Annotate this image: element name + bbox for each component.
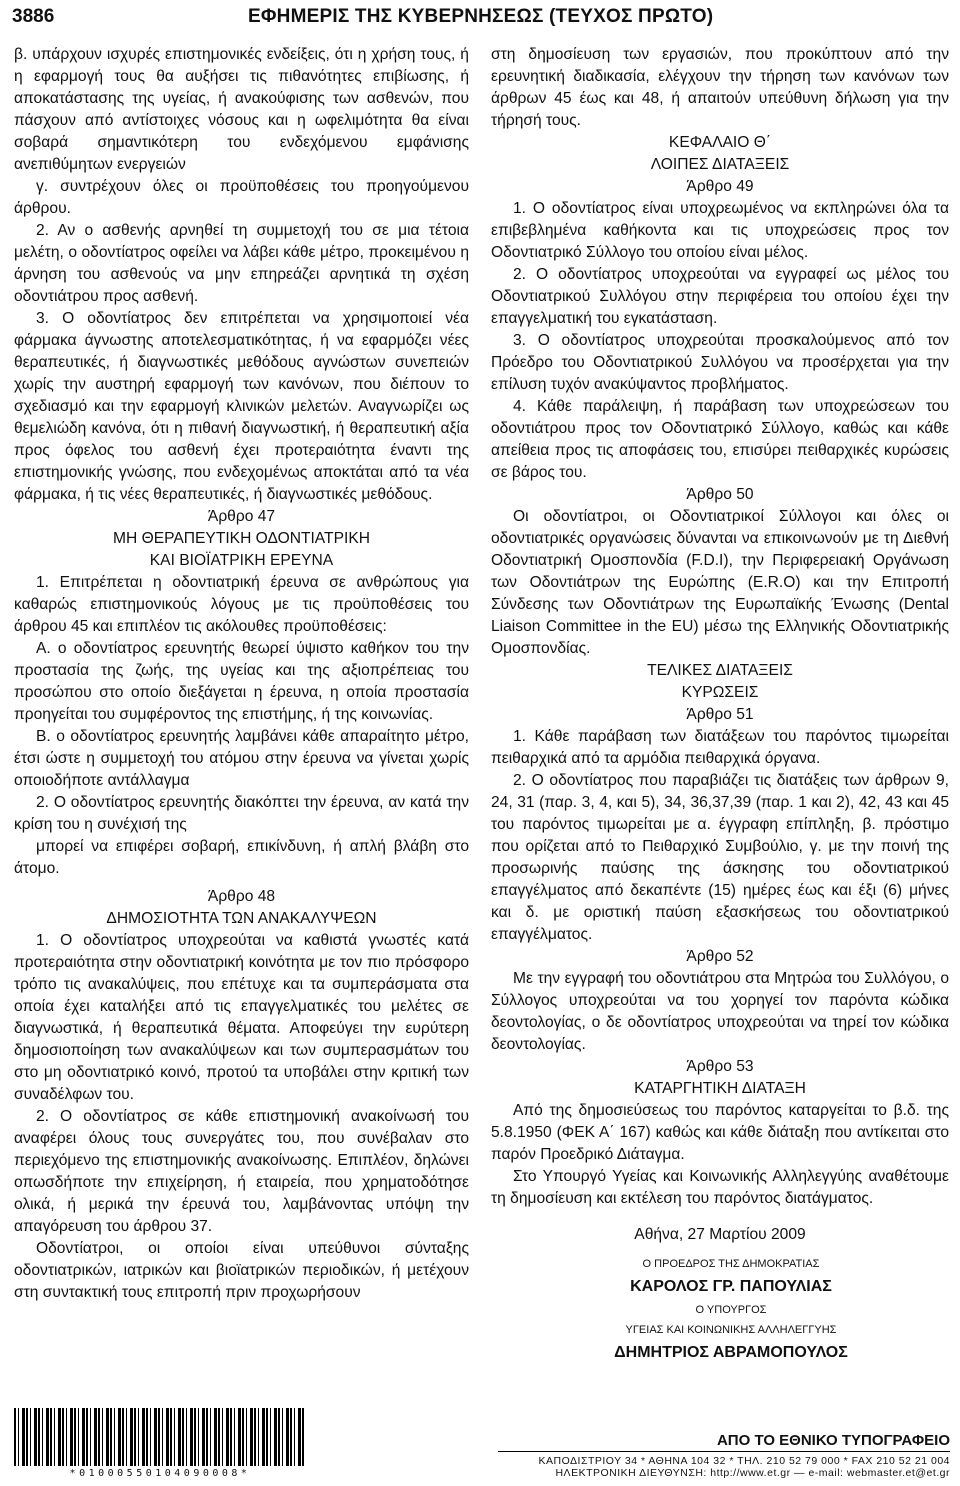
- paragraph: 2. Ο οδοντίατρος υποχρεούται να εγγραφεί ως μέλος του Οδοντιατρικού Συλλόγου στην περιφέρεια του οποίου έχει την επαγγελματική του εγκατάσταση.: [491, 266, 949, 327]
- printer-name: ΑΠΟ ΤΟ ΕΘΝΙΚΟ ΤΥΠΟΓΡΑΦΕΙΟ: [498, 1432, 950, 1452]
- paragraph: 3. Ο οδοντίατρος υποχρεούται προσκαλούμενος από τον Πρόεδρο του Οδοντιατρικού Συλλόγου να προσέρχεται για την επίλυση τυχόν ανακύψαντος προβλήματος.: [491, 332, 949, 393]
- barcode-digits: *01000550104090008*: [69, 1468, 251, 1479]
- article-number: Άρθρο 48: [207, 888, 276, 905]
- paragraph: β. υπάρχουν ισχυρές επιστημονικές ενδείξεις, ότι η χρήση τους, ή η εφαρμογή τους θα αυξήσει τις πιθανότητες επιβίωσης, ή αποκατάστασης της υγείας, ή ανακούφισης των ασθενών, που πάσχουν από αντίστοιχες νόσους και η ωφελιμότητα θα είναι σοβαρά σημαντικότερη του ενδεχόμενου εμφάνισης ανεπιθύμητων ενεργειών: [14, 46, 469, 173]
- paragraph: 1. Ο οδοντίατρος είναι υποχρεωμένος να εκπληρώνει όλα τα επιβεβλημένα καθήκοντα και τις υποχρεώσεις προς τον Οδοντιατρικό Σύλλογο του οποίου είναι μέλος.: [491, 200, 949, 261]
- paragraph: Οι οδοντίατροι, οι Οδοντιατρικοί Σύλλογοι και όλες οι οδοντιατρικές οργανώσεις δύνανται να επικοινωνούν με τη Διεθνή Οδοντιατρική Ομοσπονδία (F.D.I), την Περιφερειακή Οργάνωση των Οδοντιάτρων της Ευρώπης (E.R.O) και την Επιτροπή Σύνδεσης των Οδοντιάτρων της Ευρωπαϊκής Ένωσης (Dental Liaison Committee in the EU) μέσω της Ελληνικής Οδοντιατρικής Ομοσπονδίας.: [491, 508, 949, 657]
- paragraph: Στο Υπουργό Υγείας και Κοινωνικής Αλληλεγγύης αναθέτουμε τη δημοσίευση και εκτέλεση του παρόντος διατάγματος.: [491, 1168, 949, 1207]
- chapter-title: ΚΕΦΑΛΑΙΟ Θ΄: [668, 134, 772, 151]
- paragraph: στη δημοσίευση των εργασιών, που προκύπτουν από την ερευνητική διαδικασία, ελέγχουν την τήρηση των κανόνων των άρθρων 45 έως και 48, ή απαιτούν υπεύθυνη δήλωση για την τήρησή τους.: [491, 46, 949, 129]
- chapter-title: ΛΟΙΠΕΣ ΔΙΑΤΑΞΕΙΣ: [650, 156, 790, 173]
- printer-web: ΗΛΕΚΤΡΟΝΙΚΗ ΔΙΕΥΘΥΝΣΗ: http://www.et.gr — e-mail: webmaster.et@et.gr: [555, 1467, 950, 1479]
- paragraph: 2. Ο οδοντίατρος που παραβιάζει τις διατάξεις των άρθρων 9, 24, 31 (παρ. 3, 4, και 5), 34, 36,37,39 (παρ. 1 και 2), 42, 43 και 45 του παρόντος τιμωρείται με α. έγγραφη επίπληξη, β. πρόστιμο που ορίζεται από το Πειθαρχικό Συμβούλιο, γ. με την ποινή της προσωρινής παύσης της άσκησης του οδοντιατρικού επαγγέλματος από δεκαπέντε (15) ημέρες έως και έξι (6) μήνες και δ. με οριστική παύση εξασκήσεως του οδοντιατρικού επαγγέλματος.: [491, 772, 949, 943]
- article-number: Άρθρο 53: [686, 1058, 754, 1075]
- signatory-role: Ο ΠΡΟΕΔΡΟΣ ΤΗΣ ΔΗΜΟΚΡΑΤΙΑΣ: [642, 1258, 820, 1270]
- article-number: Άρθρο 47: [207, 508, 276, 525]
- article-title: ΜΗ ΘΕΡΑΠΕΥΤΙΚΗ ΟΔΟΝΤΙΑΤΡΙΚΗ: [113, 530, 370, 547]
- printer-address: ΚΑΠΟΔΙΣΤΡΙΟΥ 34 * ΑΘΗΝΑ 104 32 * ΤΗΛ. 210 52 79 000 * FAX 210 52 21 004: [538, 1455, 950, 1467]
- article-number: Άρθρο 50: [686, 486, 754, 503]
- paragraph: Α. ο οδοντίατρος ερευνητής θεωρεί ύψιστο καθήκον του την προστασία της ζωής, της υγείας και της αξιοπρέπειας του προσώπου στο οποίο διεξάγεται η έρευνα, η οποία προστασία προηγείται του συμφέροντος της επιστήμης, ή της κοινωνίας.: [14, 640, 469, 723]
- article-number: Άρθρο 52: [686, 948, 754, 965]
- signatory-role: Ο ΥΠΟΥΡΓΟΣ: [695, 1304, 767, 1316]
- left-column: [14, 44, 469, 1304]
- signatory-ministry: ΥΓΕΙΑΣ ΚΑΙ ΚΟΙΝΩΝΙΚΗΣ ΑΛΛΗΛΕΓΓΥΗΣ: [625, 1324, 837, 1336]
- right-column: [491, 44, 949, 1366]
- paragraph: 2. Ο οδοντίατρος σε κάθε επιστημονική ανακοίνωσή του αναφέρει όλους τους συνεργάτες του, που συνέβαλαν στο περιεχόμενο της επιστημονικής ανακοίνωσης. Επιπλέον, δηλώνει οπωσδήποτε την επιχείρηση, ή εταιρεία, που χρηματοδότησε ολικά, ή μερικά την έρευνά του, λαμβάνοντας υπόψη την απαγόρευση του άρθρου 37.: [14, 1108, 469, 1235]
- paragraph: 1. Ο οδοντίατρος υποχρεούται να καθιστά γνωστές κατά προτεραιότητα στην οδοντιατρική κοινότητα με τον πιο πρόσφορο τρόπο τις ανακαλύψεις, που επέτυχε και τα συμπεράσματα στα οποία έχει καταλήξει από τις επαγγελματικές του μελέτες σε διαγνωστικά, ή θεραπευτικά θέματα. Αποφεύγει την ευρύτερη δημοσιοποίηση των ανακαλύψεων και των συμπερασμάτων του στο μη οδοντιατρικό κοινό, προτού τα υποβάλει στην κριτική των συναδέλφων του.: [14, 932, 469, 1103]
- article-number: Άρθρο 49: [686, 178, 754, 195]
- gazette-title: ΕΦΗΜΕΡΙΣ ΤΗΣ ΚΥΒΕΡΝΗΣΕΩΣ (ΤΕΥΧΟΣ ΠΡΩΤΟ): [248, 6, 714, 27]
- paragraph: Με την εγγραφή του οδοντιάτρου στα Μητρώα του Συλλόγου, ο Σύλλογος υποχρεούται να του χορηγεί τον παρόντα κώδικα δεοντολογίας, ο δε οδοντίατρος υποχρεούται να τηρεί τον κώδικα δεοντολογίας.: [491, 970, 949, 1053]
- paragraph: μπορεί να επιφέρει σοβαρή, επικίνδυνη, ή απλή βλάβη στο άτομο.: [14, 838, 469, 877]
- signatory-name: ΚΑΡΟΛΟΣ ΓΡ. ΠΑΠΟΥΛΙΑΣ: [630, 1278, 832, 1295]
- page-header: [8, 4, 952, 34]
- paragraph: 2. Ο οδοντίατρος ερευνητής διακόπτει την έρευνα, αν κατά την κρίση του η συνέχισή της: [14, 794, 469, 833]
- printer-imprint: [498, 1432, 950, 1479]
- paragraph: Β. ο οδοντίατρος ερευνητής λαμβάνει κάθε απαραίτητο μέτρο, έτσι ώστε η συμμετοχή του ατόμου στην έρευνα να γίνεται χωρίς οποιοδήποτε αντάλλαγμα: [14, 728, 469, 789]
- barcode-bars: [14, 1408, 306, 1466]
- article-number: Άρθρο 51: [686, 706, 754, 723]
- paragraph: 4. Κάθε παράλειψη, ή παράβαση των υποχρεώσεων του οδοντιάτρου προς τον Οδοντιατρικό Σύλλογο, καθώς και κάθε απείθεια προς τις αποφάσεις του, επισύρει πειθαρχικές κυρώσεις σε βάρος του.: [491, 398, 949, 481]
- paragraph: Οδοντίατροι, οι οποίοι είναι υπεύθυνοι σύνταξης οδοντιατρικών, ιατρικών και βιοϊατρικών περιοδικών, ή μετέχουν στη συντακτική τους επιτροπή πριν προχωρήσουν: [14, 1240, 469, 1301]
- paragraph: 1. Κάθε παράβαση των διατάξεων του παρόντος τιμωρείται πειθαρχικά από τα αρμόδια πειθαρχικά όργανα.: [491, 728, 949, 767]
- signing-date: Αθήνα, 27 Μαρτίου 2009: [634, 1226, 806, 1243]
- paragraph: Από της δημοσιεύσεως του παρόντος καταργείται το β.δ. της 5.8.1950 (ΦΕΚ Α΄ 167) καθώς και κάθε διάταξη που αντίκειται στο παρόν Προεδρικό Διάταγμα.: [491, 1102, 949, 1163]
- article-title: ΔΗΜΟΣΙΟΤΗΤΑ ΤΩΝ ΑΝΑΚΑΛΥΨΕΩΝ: [106, 910, 377, 927]
- page-number: 3886: [12, 6, 55, 27]
- section-title: ΤΕΛΙΚΕΣ ΔΙΑΤΑΞΕΙΣ: [647, 662, 793, 679]
- paragraph: 3. Ο οδοντίατρος δεν επιτρέπεται να χρησιμοποιεί νέα φάρμακα άγνωστης αποτελεσματικότητας, ή να εφαρμόζει νέες θεραπευτικές, ή διαγνωστικές μεθόδους αγνώστων συνεπειών χωρίς την αυστηρή εφαρμογή των κανόνων, που διέπουν το σχεδιασμό και την εφαρμογή κλινικών μελετών. Αναγνωρίζει ως θεμελιώδη κανόνα, ότι η πιθανή διαγνωστική, ή θεραπευτική αξία προς όφελος του ασθενή έχει προτεραιότητα έναντι της επιστημονικής γνώσης, που ενδεχομένως αποκτάται από τα νέα φάρμακα, ή τις νέες θεραπευτικές, ή διαγνωστικές μεθόδους.: [14, 310, 469, 503]
- section-title: ΚΥΡΩΣΕΙΣ: [681, 684, 759, 701]
- paragraph: γ. συντρέχουν όλες οι προϋποθέσεις του προηγούμενου άρθρου.: [14, 178, 469, 217]
- paragraph: 2. Αν ο ασθενής αρνηθεί τη συμμετοχή του σε μια τέτοια μελέτη, ο οδοντίατρος οφείλει να λάβει κάθε μέτρο, προκειμένου η άρνηση του ασθενούς να μην επηρεάζει αρνητικά τη σχέση οδοντιάτρου προς ασθενή.: [14, 222, 469, 305]
- paragraph: 1. Επιτρέπεται η οδοντιατρική έρευνα σε ανθρώπους για καθαρώς επιστημονικούς λόγους με τις προϋποθέσεις του άρθρου 45 και επιπλέον τις ακόλουθες προϋποθέσεις:: [14, 574, 469, 635]
- article-title: ΚΑΤΑΡΓΗΤΙΚΗ ΔΙΑΤΑΞΗ: [634, 1080, 806, 1097]
- article-title: ΚΑΙ ΒΙΟΪΑΤΡΙΚΗ ΕΡΕΥΝΑ: [149, 552, 334, 569]
- signatory-name: ΔΗΜΗΤΡΙΟΣ ΑΒΡΑΜΟΠΟΥΛΟΣ: [614, 1344, 848, 1361]
- barcode: [14, 1408, 306, 1479]
